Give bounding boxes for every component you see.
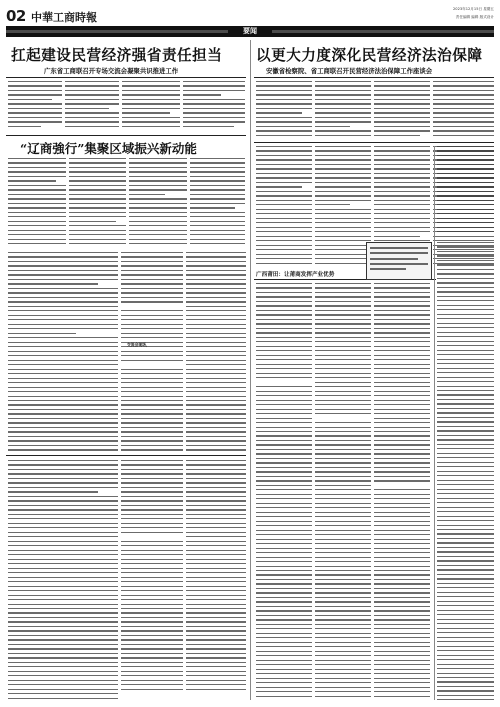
section-title: 要闻 (243, 27, 257, 35)
guangxi-body-col-1 (256, 146, 312, 266)
left-main-body-col-1 (8, 81, 62, 131)
liaoning-body-lower-left (8, 252, 118, 452)
band-decoration-left (6, 30, 228, 33)
liaoning-headline: “辽商強行”集聚区域振兴新动能 (20, 141, 197, 156)
page-number: 02 (6, 7, 26, 25)
editor-credits: 责任编辑 编辑 版式设计 (455, 15, 494, 19)
guangxi-lower-col-1 (256, 283, 312, 700)
right-main-body-col-4 (433, 81, 494, 139)
liaoning-body-col-2 (69, 158, 126, 250)
guangxi-lower-col-2 (315, 283, 371, 700)
right-main-subheadline: 安徽省检察院、省工商联召开民营经济法治保障工作座谈会 (266, 67, 433, 75)
divider-guangxi (254, 142, 494, 143)
right-main-body-col-1 (256, 81, 312, 139)
section-band (6, 26, 494, 37)
guangxi-body-col-2 (315, 146, 371, 266)
paper-name: 中華工商時報 (31, 11, 97, 24)
lower-left-body-col-2 (121, 460, 183, 700)
sidebar-lower-text (437, 242, 494, 700)
date-line: 2023年12月15日 星期五 (453, 7, 494, 11)
right-main-body-col-3 (374, 81, 430, 139)
left-main-body-col-3 (122, 81, 180, 131)
lower-subhead: 交流会现场， (127, 342, 150, 347)
divider-liaoning (6, 135, 246, 136)
divider-right (254, 77, 494, 78)
liaoning-body-lower-mid (121, 252, 183, 452)
right-sidebar-rule (434, 146, 435, 700)
divider-left (6, 77, 246, 78)
pull-quote-text (370, 247, 428, 277)
liaoning-body-lower-right (186, 252, 246, 452)
liaoning-body-col-1 (8, 158, 66, 250)
guangxi-headline: 广西莆田：让莆商发挥产业优势 (256, 272, 335, 278)
liaoning-body-col-3 (129, 158, 187, 250)
right-main-body-col-2 (315, 81, 371, 139)
left-main-subheadline: 广东省工商联召开专场交流会凝聚共识推进工作 (44, 67, 179, 75)
left-main-body-col-4 (183, 81, 245, 131)
right-main-headline: 以更大力度深化民营经济法治保障 (256, 47, 483, 64)
center-column-rule (250, 40, 251, 700)
band-decoration-right (272, 30, 494, 33)
liaoning-body-col-4 (190, 158, 245, 250)
divider-lower-left (6, 455, 246, 456)
masthead (6, 6, 494, 28)
pull-quote-box (366, 242, 432, 280)
left-main-body-col-2 (65, 81, 119, 131)
lower-left-body-col-1 (8, 460, 118, 700)
left-main-headline: 扛起建设民营经济强省责任担当 (11, 47, 223, 64)
guangxi-lower-col-3 (374, 283, 430, 700)
lower-left-body-col-3 (186, 460, 246, 700)
sidebar-top-text (437, 146, 494, 236)
